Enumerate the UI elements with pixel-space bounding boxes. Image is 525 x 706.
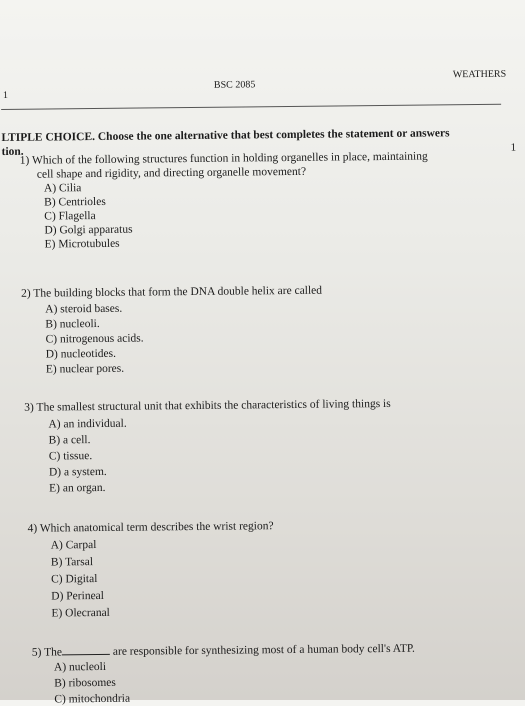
question-3-option-c: C) tissue. bbox=[48, 450, 93, 463]
question-1-option-d: D) Golgi apparatus bbox=[44, 223, 133, 237]
question-5-option-c: C) mitochondria bbox=[54, 692, 131, 706]
question-4-option-d: D) Perineal bbox=[51, 589, 105, 603]
question-1-option-e: E) Microtubules bbox=[44, 237, 120, 251]
question-3-option-a: A) an individual. bbox=[48, 417, 127, 431]
question-5-stem-suffix: are responsible for synthesizing most of a human body cell's ATP. bbox=[112, 642, 415, 658]
question-3-option-b: B) a cell. bbox=[48, 434, 91, 447]
question-4-option-b: B) Tarsal bbox=[50, 556, 94, 569]
question-2-option-c: C) nitrogenous acids. bbox=[45, 332, 144, 346]
question-1-option-c: C) Flagella bbox=[44, 210, 96, 223]
question-2-option-b: B) nucleoli. bbox=[45, 317, 100, 331]
question-1-option-a: A) Cilia bbox=[43, 182, 82, 195]
question-2-option-e: E) nuclear pores. bbox=[45, 362, 125, 376]
question-5-stem bbox=[32, 641, 415, 659]
question-5-option-a: A) nucleoli bbox=[53, 660, 107, 674]
question-4-option-e: E) Olecranal bbox=[51, 606, 110, 620]
question-3-option-d: D) a system. bbox=[48, 465, 107, 479]
page-number: 1 bbox=[2, 89, 9, 101]
question-3-option-e: E) an organ. bbox=[49, 481, 106, 495]
question-4-option-a: A) Carpal bbox=[50, 539, 97, 552]
points-value: 1 bbox=[510, 141, 517, 154]
question-5-stem-prefix: 5) The bbox=[31, 646, 63, 659]
section-instructions: Choose the one alternative that best completes the statement or answers bbox=[97, 127, 450, 143]
question-4-stem: 4) Which anatomical term describes the wrist region? bbox=[27, 520, 274, 535]
question-2-stem: 2) The building blocks that form the DNA double helix are called bbox=[21, 284, 323, 300]
question-1-option-b: B) Centrioles bbox=[44, 195, 106, 209]
course-code: BSC 2085 bbox=[213, 79, 256, 91]
answer-blank bbox=[62, 644, 110, 656]
question-2-option-d: D) nucleotides. bbox=[45, 347, 117, 361]
question-2-option-a: A) steroid bases. bbox=[45, 302, 123, 316]
section-instructions-cont: tion. bbox=[1, 145, 24, 158]
instructor-name: WEATHERS bbox=[452, 68, 507, 81]
header-rule bbox=[1, 104, 501, 110]
question-5-option-b: B) ribosomes bbox=[54, 676, 116, 690]
question-4-option-c: C) Digital bbox=[51, 573, 98, 586]
section-title: LTIPLE CHOICE. bbox=[1, 131, 96, 144]
question-1-stem-cont: cell shape and rigidity, and directing organelle movement? bbox=[36, 165, 307, 181]
section-heading bbox=[1, 127, 449, 144]
question-3-stem: 3) The smallest structural unit that exhibits the characteristics of living things is bbox=[24, 397, 391, 414]
question-1-stem: 1) Which of the following structures function in holding organelles in place, maintaining bbox=[19, 150, 428, 167]
